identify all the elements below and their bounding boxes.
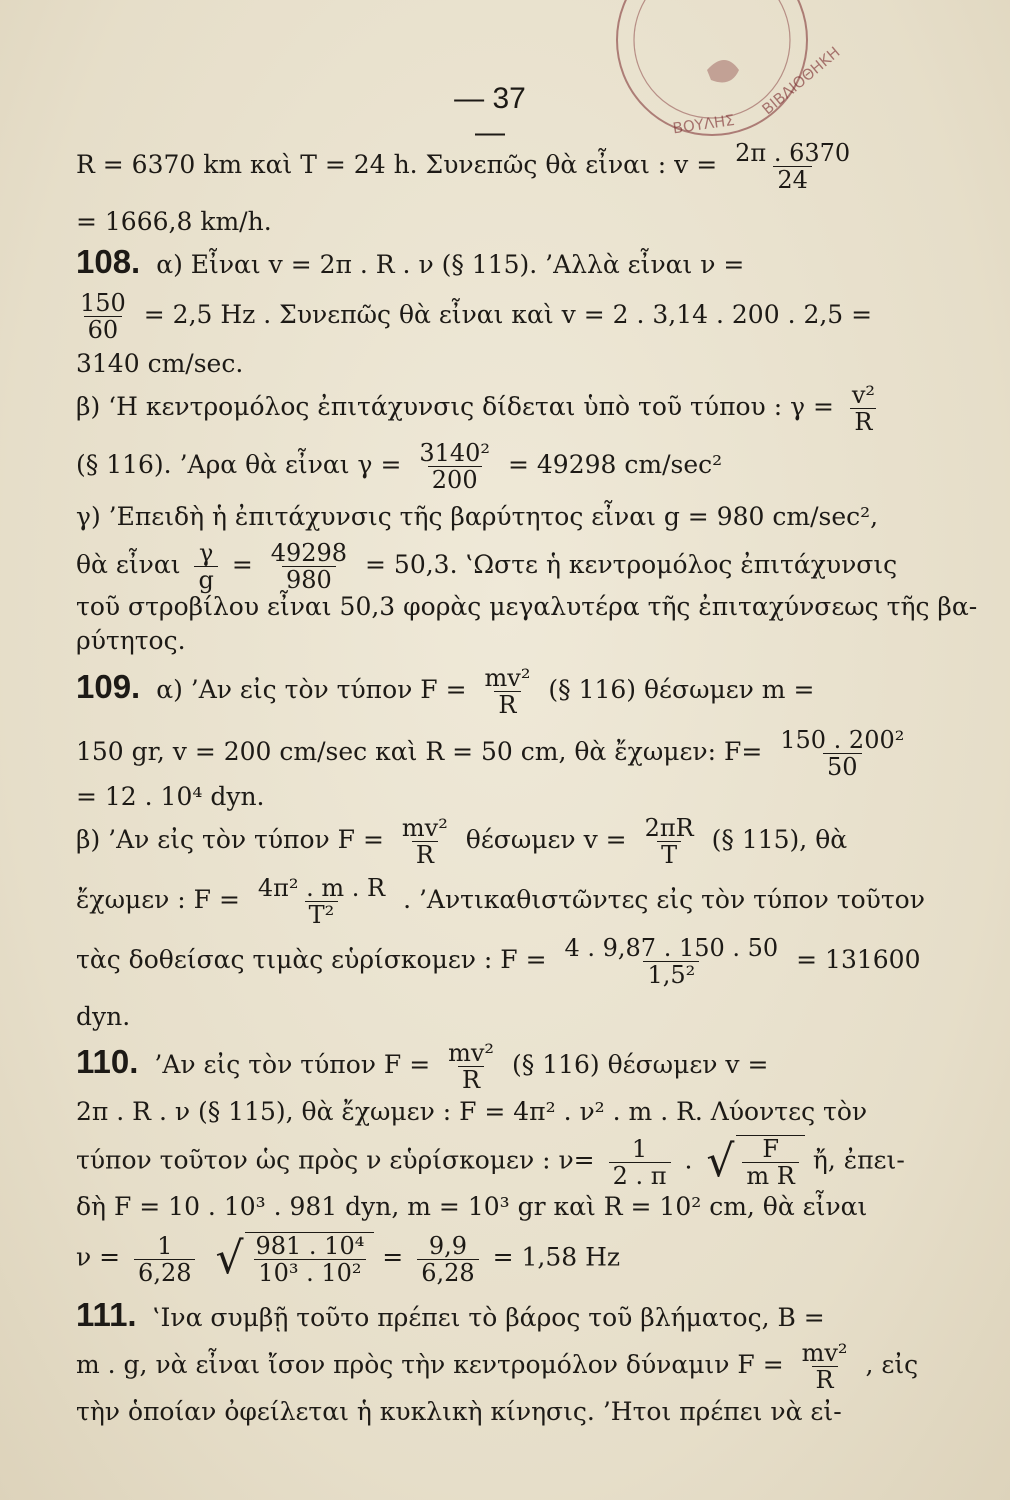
text-line: 150 gr, v = 200 cm/sec καὶ R = 50 cm, θὰ ἔχωμεν: F= $\frac{\text{150 . 200²}}{50}$ [76, 726, 905, 781]
library-stamp [612, 0, 844, 140]
square-root: √ $\frac{F}{\text{m R}}$ [706, 1135, 805, 1189]
text-line: = 12 . 10⁴ dyn. [76, 782, 265, 811]
text-line: R = 6370 km καὶ T = 24 h. Συνεπῶς θὰ εἶναι : v = $\frac{2\pi . 6370}{24}$ [76, 139, 851, 194]
text-line: ρύτητος. [76, 626, 186, 655]
text-line: 3140 cm/sec. [76, 349, 244, 378]
text-line: τύπον τοῦτον ὡς πρὸς ν εὑρίσκομεν : ν= $\frac{1}{2 . \pi}$ . √ $\frac{F}{\text{m R}}$ ἤ, ἐπει- [76, 1134, 905, 1190]
text-line: m . g, νὰ εἶναι ἴσον πρὸς τὴν κεντρομόλον δύναμιν F = $\frac{\text{mv²}}{R}$ , εἰς [76, 1339, 919, 1394]
text-line: 2π . R . ν (§ 115), θὰ ἔχωμεν : F = 4π² . ν² . m . R. Λύοντες τὸν [76, 1097, 868, 1126]
text-line: δὴ F = 10 . 10³ . 981 dyn, m = 10³ gr καὶ R = 10² cm, θὰ εἶναι [76, 1192, 868, 1221]
text-line: τὴν ὁποίαν ὀφείλεται ἡ κυκλικὴ κίνησις. ’Ητοι πρέπει νὰ εἰ- [76, 1397, 842, 1426]
problem-109: 109. α) ’Αν εἰς τὸν τύπον F = $\frac{\text{mv²}}{R}$ (§ 116) θέσωμεν m = [76, 664, 815, 719]
page-number: — 37 — [454, 82, 526, 149]
problem-111: 111. ‛Ινα συμβῇ τοῦτο πρέπει τὸ βάρος τοῦ βλήματος, B = [76, 1296, 825, 1333]
text-line: θὰ εἶναι $\frac{\gamma}{g}$ = $\frac{49298}{980}$ = 50,3. ‛Ωστε ἡ κεντρομόλος ἐπιτάχυνσις [76, 539, 898, 594]
problem-number: 111. [76, 1296, 137, 1333]
problem-110: 110. ’Αν εἰς τὸν τύπον F = $\frac{\text{mv²}}{R}$ (§ 116) θέσωμεν v = [76, 1039, 769, 1094]
text-line: ν = $\frac{1}{6,28}$ √ $\frac{\text{981 . 10⁴}}{\text{10³ . 10²}}$ = $\frac{9,9}{6,28}$ = 1,58 Hz [76, 1231, 621, 1287]
text-line: τὰς δοθείσας τιμὰς εὑρίσκομεν : F = $\frac{4 . 9,87 . 150 . 50}{\text{1,5²}}$ = 131600 [76, 934, 921, 989]
problem-number: 109. [76, 668, 141, 705]
svg-text:ΒΟΥΛΗΣ: ΒΟΥΛΗΣ [671, 110, 736, 138]
text-line: (§ 116). ’Αρα θὰ εἶναι γ = $\frac{\text{3140²}}{200}$ = 49298 cm/sec² [76, 439, 723, 494]
svg-text:ΒΙΒΛΙΟΘΗΚΗ: ΒΙΒΛΙΟΘΗΚΗ [758, 43, 844, 119]
text-line: γ) ’Επειδὴ ἡ ἐπιτάχυνσις τῆς βαρύτητος εἶναι g = 980 cm/sec², [76, 502, 879, 531]
square-root: √ $\frac{\text{981 . 10⁴}}{\text{10³ . 10²}}$ [215, 1232, 374, 1286]
problem-number: 110. [76, 1043, 139, 1080]
text-line: τοῦ στροβίλου εἶναι 50,3 φορὰς μεγαλυτέρα τῆς ἐπιταχύνσεως τῆς βα- [76, 592, 978, 621]
text-line: β) ’Αν εἰς τὸν τύπον F = $\frac{\text{mv²}}{R}$ θέσωμεν v = $\frac{2\pi R}{T}$ (§ 115), θὰ [76, 814, 848, 869]
problem-number: 108. [76, 243, 141, 280]
problem-108: 108. α) Εἶναι v = 2π . R . ν (§ 115). ’Αλλὰ εἶναι ν = [76, 243, 745, 280]
text-line: β) ‘Η κεντρομόλος ἐπιτάχυνσις δίδεται ὑπὸ τοῦ τύπου : γ = $\frac{\text{v²}}{R}$ [76, 381, 876, 436]
text-line: ἔχωμεν : F = $\frac{\text{4π² . m . R}}{\text{T²}}$ . ’Αντικαθιστῶντες εἰς τὸν τύπον τοῦτον [76, 874, 925, 929]
text-line: = 1666,8 km/h. [76, 207, 272, 236]
text-line: $\frac{150}{60}$ = 2,5 Hz . Συνεπῶς θὰ εἶναι καὶ v = 2 . 3,14 . 200 . 2,5 = [80, 289, 873, 344]
text-line: dyn. [76, 1002, 131, 1031]
